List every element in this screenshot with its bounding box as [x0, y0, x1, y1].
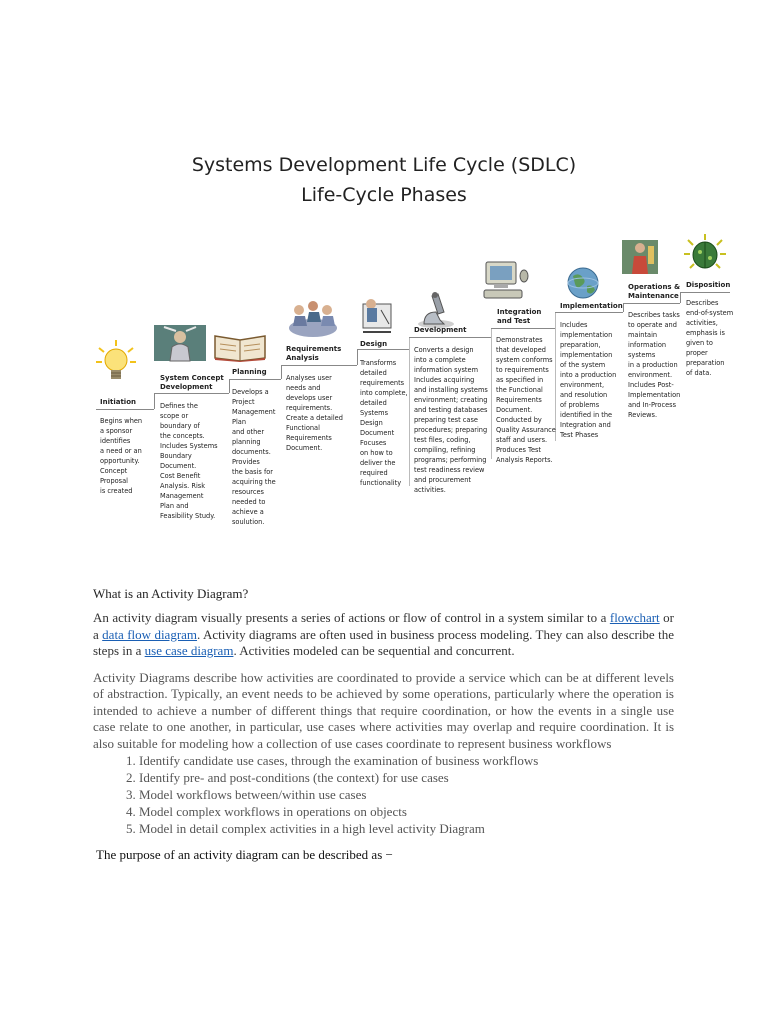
steps-list: [93, 752, 674, 837]
purpose-line: The purpose of an activity diagram can be described as −: [96, 847, 393, 862]
phase-description: Transforms detailed requirements into complete, detailed Systems Design Document Focuses on how to deliver the required functionality: [360, 359, 408, 487]
drafting-icon: [357, 296, 397, 338]
text-run: . Activities modeled can be sequential and concurrent.: [233, 643, 515, 658]
phase-title: Requirements Analysis: [286, 345, 342, 362]
phase-title: Planning: [232, 368, 267, 376]
team-meeting-icon: [285, 296, 341, 340]
text-run: An activity diagram visually presents a series of actions or flow of control in a system similar to a: [93, 610, 610, 625]
lightbulb-icon: [94, 338, 138, 384]
text-run: . Activity diagrams are often used in business process modeling. They can also describe the steps in a: [93, 626, 674, 658]
section-heading: What is an Activity Diagram?: [93, 586, 249, 601]
stair-line: [229, 379, 230, 393]
worker-icon: [620, 236, 660, 278]
phase-description: Begins when a sponsor identifies a need or an opportunity. Concept Proposal is created: [100, 417, 143, 495]
list-item: 1. Identify candidate use cases, through the examination of business workflows: [139, 752, 674, 769]
stair-line: [680, 292, 681, 303]
description-paragraph: Activity Diagrams describe how activities are coordinated to provide a service which can be at different levels of abstraction. Typically, an event needs to be achieved by some operations, particularly where the operation is intended to achieve a number of different things that require coordination, or how the events in a single use case relate to one another, in particular, use cases where activities may overlap and require coordination. It is also suitable for modeling how a collection of use cases coordinate to represent business workflows: [93, 669, 674, 751]
figure-title: Systems Development Life Cycle (SDLC): [191, 154, 577, 176]
stair-line: [623, 303, 624, 312]
text-run: or a: [93, 610, 674, 642]
phase-description: Describes tasks to operate and maintain information systems in a production environment. Includes Post- Implementation and In-Process Reviews.: [628, 311, 681, 419]
phase-title: Design: [360, 340, 388, 348]
phase-description: Describes end-of-system activities, emphasis is given to proper preparation of data.: [686, 299, 734, 377]
microscope-icon: [414, 290, 458, 330]
bug-icon: [682, 232, 728, 276]
list-item: 4. Model complex workflows in operations on objects: [139, 803, 674, 820]
stair-line: [229, 379, 281, 380]
flowchart-link[interactable]: flowchart: [609, 610, 660, 625]
phase-title: Disposition: [686, 281, 731, 289]
phase-description: Develops a Project Management Plan and other planning documents. Provides the basis for acquiring the resources needed to achieve a soulution.: [232, 388, 276, 526]
phase-title: Implementation: [560, 302, 623, 310]
phase-description: Defines the scope or boundary of the concepts. Includes Systems Boundary Document. Cost Benefit Analysis. Risk Management Plan and Feasibility Study.: [160, 402, 218, 520]
phase-title: Initiation: [100, 398, 136, 406]
phase-description: Includes implementation preparation, implementation of the system into a production environment, and resolution of problems identified in the Integration and Test Phases: [560, 321, 617, 439]
stair-line: [680, 292, 730, 293]
phase-description: Converts a design into a complete information system Includes acquiring and installing systems environment; creating and testing databases preparing test case procedures; preparing test files, coding, compiling, refining programs; performing test readiness review and procurement activities.: [414, 346, 488, 494]
stair-line: [623, 303, 680, 304]
stair-line: [154, 393, 155, 409]
phase-description: Demonstrates that developed system conforms to requirements as specified in the Functional Requirements Document. Conducted by Quality Assurance staff and users. Produces Test Analysis Reports.: [496, 336, 556, 464]
data-flow-diagram-link[interactable]: data flow diagram: [102, 626, 198, 642]
phase-title: Development: [414, 326, 467, 334]
intro-paragraph: [93, 610, 674, 660]
stair-line: [154, 393, 229, 394]
phase-description: Analyses user needs and develops user requirements. Create a detailed Functional Requirements Document.: [286, 374, 343, 452]
globe-icon: [563, 266, 603, 302]
stair-line: [409, 338, 410, 486]
phase-title: Integration and Test: [497, 308, 542, 325]
list-item: 3. Model workflows between/within use cases: [139, 786, 674, 803]
stair-line: [491, 329, 492, 459]
stair-line: [409, 337, 491, 338]
phase-title: System Concept Development: [160, 374, 224, 391]
open-book-icon: [212, 332, 268, 362]
use-case-diagram-link[interactable]: use case diagram: [144, 643, 234, 658]
phase-title: Operations & Maintenance: [628, 283, 681, 300]
list-item: 2. Identify pre- and post-conditions (the context) for use cases: [139, 769, 674, 786]
stair-line: [357, 349, 358, 365]
list-item: 5. Model in detail complex activities in a high level activity Diagram: [139, 820, 674, 837]
article: [93, 586, 674, 863]
stair-line: [281, 365, 357, 366]
figure-subtitle: Life-Cycle Phases: [301, 184, 467, 206]
stair-line: [96, 409, 154, 410]
stair-line: [555, 312, 623, 313]
computer-icon: [480, 258, 530, 302]
stair-line: [491, 328, 555, 329]
thinking-person-icon: [152, 321, 208, 369]
stair-line: [357, 349, 409, 350]
stair-line: [281, 365, 282, 379]
